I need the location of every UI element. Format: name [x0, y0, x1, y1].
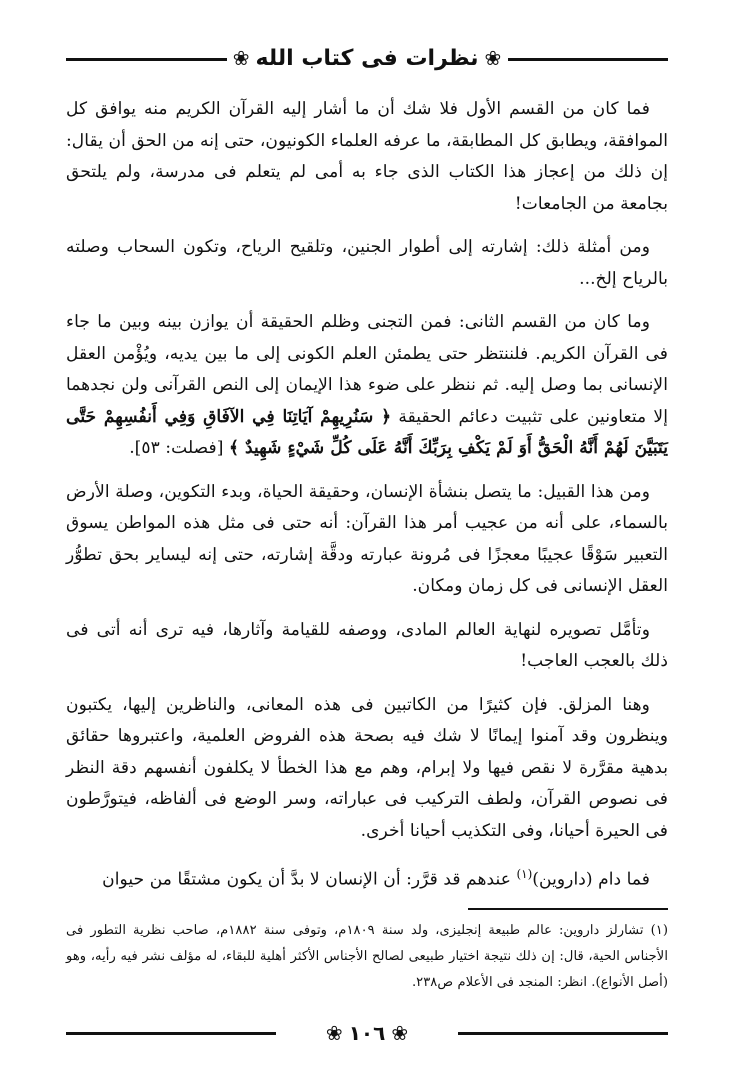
- paragraph-text: فما دام (داروين): [532, 869, 650, 890]
- footer-rule-left: [66, 1032, 276, 1035]
- running-header: [66, 38, 668, 78]
- footer-rule-right: [458, 1032, 668, 1035]
- footnote-separator: [468, 908, 668, 910]
- paragraph: [66, 859, 668, 896]
- flower-ornament-icon: ❀: [484, 46, 502, 70]
- page-number: ١٠٦: [348, 1021, 386, 1045]
- header-rule-right: [508, 58, 668, 61]
- paragraph: وهنا المزلق. فإن كثيرًا من الكاتبين فى هذه المعانى، والناظرين إليها، يكتبون وينظرون وقد آمنوا إيمانًا لا شك فيه بصحة هذه الفروض العلمية، واعتبروها حقائق بدهية مقرَّرة لا نقص فيها ولا إبرام، وهم مع هذا الخطأ لا يكلفون أنفسهم دقة النظر فى نصوص القرآن، ولطف التركيب فى عباراته، وسر الوضع فى ألفاظه، فيتورَّطون فى الحيرة أحيانا، وفى التكذيب أحيانا أخرى.: [66, 694, 668, 841]
- paragraph-text: عندهم قد قرَّر: أن الإنسان لا بدَّ أن يكون مشتقًا من حيوان: [102, 869, 517, 890]
- page-footer: [66, 1018, 668, 1048]
- paragraph: ومن هذا القبيل: ما يتصل بنشأة الإنسان، وحقيقة الحياة، وبدء التكوين، وصلة الأرض بالسماء، على أنه من عجيب أمر هذا القرآن: أنه حتى فى مثل هذه المواطن يسوق التعبير سَوْقًا عجيبًا معجزًا فى مُرونة عبارته ودقَّة إشارته، حتى إنه ليساير بحق تطوُّر العقل الإنسانى فى كل زمان ومكان.: [66, 481, 668, 596]
- paragraph: ومن أمثلة ذلك: إشارته إلى أطوار الجنين، وتلقيح الرياح، وتكون السحاب وصلته بالرياح إلخ...: [66, 237, 668, 289]
- flower-ornament-icon: ❀: [232, 46, 250, 70]
- running-title: نظرات فى كتاب الله: [255, 45, 479, 71]
- header-title-group: [227, 46, 507, 71]
- paragraph: [66, 307, 668, 465]
- main-text: [66, 94, 668, 896]
- footnote-reference: (١): [516, 867, 533, 881]
- verse-citation: [فصلت: ٥٣].: [129, 438, 229, 458]
- paragraph: وتأمَّل تصويره لنهاية العالم المادى، ووصفه للقيامة وآثارها، فيه ترى أنه أتى فى ذلك بالعجب العاجب!: [66, 619, 668, 671]
- footnote: (١) تشارلز داروين: عالم طبيعة إنجليزى، ولد سنة ١٨٠٩م، وتوفى سنة ١٨٨٢م، صاحب نظرية التطور فى الأجناس الحية، قال: إن ذلك نتيجة اختيار طبيعى لصالح الأجناس الأكثر أهلية للبقاء، له مؤلف نشر فيه رأيه، وهو (أصل الأنواع). انظر: المنجد فى الأعلام ص٢٣٨.: [66, 923, 668, 991]
- book-page: [66, 38, 668, 1048]
- paragraph: فما كان من القسم الأول فلا شك أن ما أشار إليه القرآن الكريم منه يوافق كل الموافقة، ويطابق كل المطابقة، ما عرفه العلماء الكونيون، حتى إنه من الحق أن يقال: إن ذلك من إعجاز هذا الكتاب الذى جاء به أمى لم يتعلم فى مدرسة، ولم يلتحق بجامعة من الجامعات!: [66, 99, 668, 214]
- paragraph-text: وما كان من القسم الثانى: فمن التجنى وظلم الحقيقة أن يوازن بينه وبين ما جاء فى القرآن الكريم. فلننتظر حتى يطمئن العلم الكونى إلى ما بين يديه، ويُؤْمن العقل الإنسانى بما وصل إليه. ثم ننظر على ضوء هذا الإيمان إلى النص القرآنى ولن نجدهما إلا متعاونين على تثبيت دعائم الحقيقة: [66, 312, 669, 427]
- flower-ornament-icon: ❀: [325, 1021, 343, 1045]
- page-number-group: [320, 1021, 414, 1045]
- flower-ornament-icon: ❀: [391, 1021, 409, 1045]
- header-rule-left: [66, 58, 246, 61]
- quran-verse: ﴿ سَنُرِيهِمْ آيَاتِنَا فِي الآفَاقِ وَفِي أَنفُسِهِمْ حَتَّى يَتَبَيَّنَ لَهُمْ أَنَّهُ الْحَقُّ أَوَ لَمْ يَكْفِ بِرَبِّكَ أَنَّهُ عَلَى كُلِّ شَيْءٍ شَهِيدٌ ﴾: [66, 406, 668, 458]
